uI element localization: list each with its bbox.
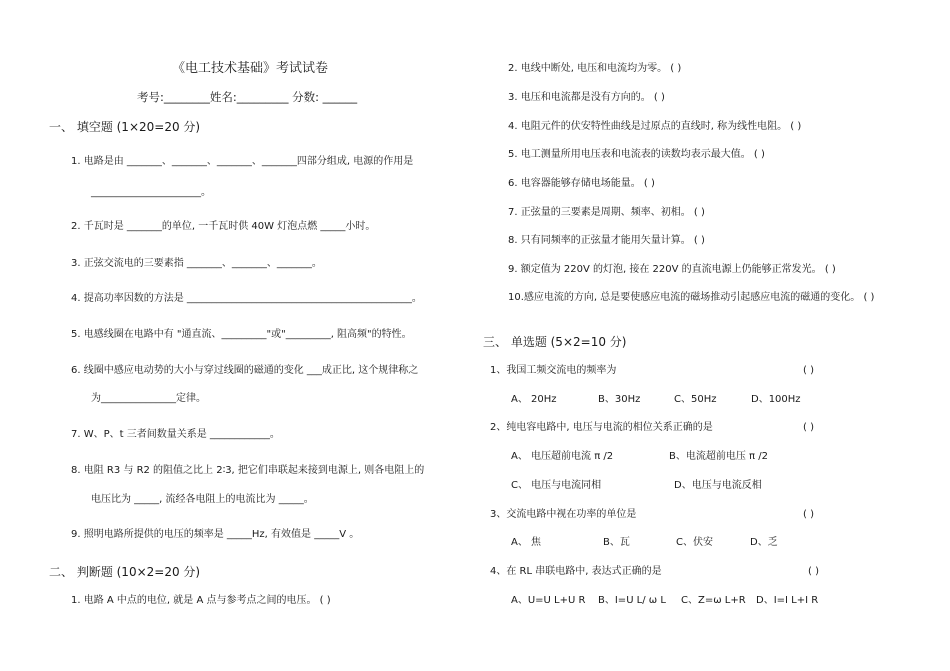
option-2c: C、 电压与电流同相 (511, 480, 602, 491)
question-fill-8-cont: 电压比为 _____, 流经各电阻上的电流比为 _____。 (91, 494, 314, 505)
section-single-choice-heading: 三、 单选题 (5×2=10 分) (483, 335, 627, 349)
option-1b: B、30Hz (598, 394, 641, 405)
question-fill-6-cont: 为_______________定律。 (91, 393, 206, 404)
option-3d: D、乏 (750, 537, 778, 548)
option-2b: B、电流超前电压 π /2 (669, 451, 768, 462)
question-tf-9: 9. 额定值为 220V 的灯泡, 接在 220V 的直流电源上仍能够正常发光。 ( ) (508, 264, 836, 275)
option-2a: A、 电压超前电流 π /2 (511, 451, 614, 462)
question-fill-6: 6. 线圈中感应电动势的大小与穿过线圈的磁通的变化 ___成正比, 这个规律称之 (71, 365, 419, 376)
question-choice-4: 4、在 RL 串联电路中, 表达式正确的是 (490, 566, 662, 577)
option-1a: A、 20Hz (511, 394, 557, 405)
option-4b: B、I=U L/ ω L (598, 595, 666, 606)
question-fill-7: 7. W、P、t 三者间数量关系是 ____________。 (71, 429, 280, 440)
question-tf-7: 7. 正弦量的三要素是周期、频率、初相。 ( ) (508, 207, 705, 218)
option-3a: A、 焦 (511, 537, 542, 548)
question-choice-1: 1、我国工频交流电的频率为 (490, 365, 617, 376)
option-4a: A、U=U L+U R (511, 595, 586, 606)
question-tf-10: 10.感应电流的方向, 总是要使感应电流的磁场推动引起感应电流的磁通的变化。 ( ) (508, 292, 875, 303)
answer-paren-2: ( ) (803, 422, 814, 433)
answer-paren-4: ( ) (808, 566, 819, 577)
question-choice-3: 3、交流电路中视在功率的单位是 (490, 509, 637, 520)
answer-paren-3: ( ) (803, 509, 814, 520)
option-1d: D、100Hz (751, 394, 801, 405)
question-tf-1: 1. 电路 A 中点的电位, 就是 A 点与参考点之间的电压。 ( ) (71, 595, 331, 606)
question-fill-3: 3. 正弦交流电的三要素指 _______、_______、_______。 (71, 258, 322, 269)
answer-paren-1: ( ) (803, 365, 814, 376)
question-fill-2: 2. 千瓦时是 _______的单位, 一千瓦时供 40W 灯泡点燃 _____小时。 (71, 221, 376, 232)
option-3b: B、瓦 (603, 537, 630, 548)
question-tf-2: 2. 电线中断处, 电压和电流均为零。 ( ) (508, 63, 682, 74)
option-2d: D、电压与电流反相 (674, 480, 762, 491)
option-1c: C、50Hz (674, 394, 717, 405)
question-tf-6: 6. 电容器能够存储电场能量。 ( ) (508, 178, 655, 189)
page-title: 《电工技术基础》考试试卷 (172, 61, 329, 76)
question-fill-1: 1. 电路是由 _______、_______、_______、_______四部分组成, 电源的作用是 (71, 156, 414, 167)
exam-info-line: 考号:________姓名:_________ 分数: ______ (137, 90, 358, 104)
question-fill-8: 8. 电阻 R3 与 R2 的阻值之比上 2∶3, 把它们串联起来接到电源上, 则各电阻上的 (71, 465, 425, 476)
section-fill-in-heading: 一、 填空题 (1×20=20 分) (49, 120, 201, 134)
question-tf-3: 3. 电压和电流都是没有方向的。 ( ) (508, 92, 665, 103)
question-fill-1-cont: ______________________。 (91, 187, 211, 198)
question-tf-8: 8. 只有同频率的正弦量才能用矢量计算。 ( ) (508, 235, 705, 246)
question-fill-4: 4. 提高功率因数的方法是 _____________________________________________。 (71, 293, 422, 304)
question-tf-4: 4. 电阻元件的伏安特性曲线是过原点的直线时, 称为线性电阻。 ( ) (508, 121, 802, 132)
option-4c: C、Z=ω L+R (681, 595, 746, 606)
question-choice-2: 2、纯电容电路中, 电压与电流的相位关系正确的是 (490, 422, 713, 433)
question-fill-9: 9. 照明电路所提供的电压的频率是 _____Hz, 有效值是 _____V 。 (71, 529, 360, 540)
option-4d: D、I=I L+I R (756, 595, 819, 606)
question-tf-5: 5. 电工测量所用电压表和电流表的读数均表示最大值。 ( ) (508, 149, 765, 160)
question-fill-5: 5. 电感线圈在电路中有 "通直流、_________"或"_________, 阻高频"的特性。 (71, 329, 412, 340)
option-3c: C、伏安 (676, 537, 713, 548)
section-true-false-heading: 二、 判断题 (10×2=20 分) (49, 565, 201, 579)
